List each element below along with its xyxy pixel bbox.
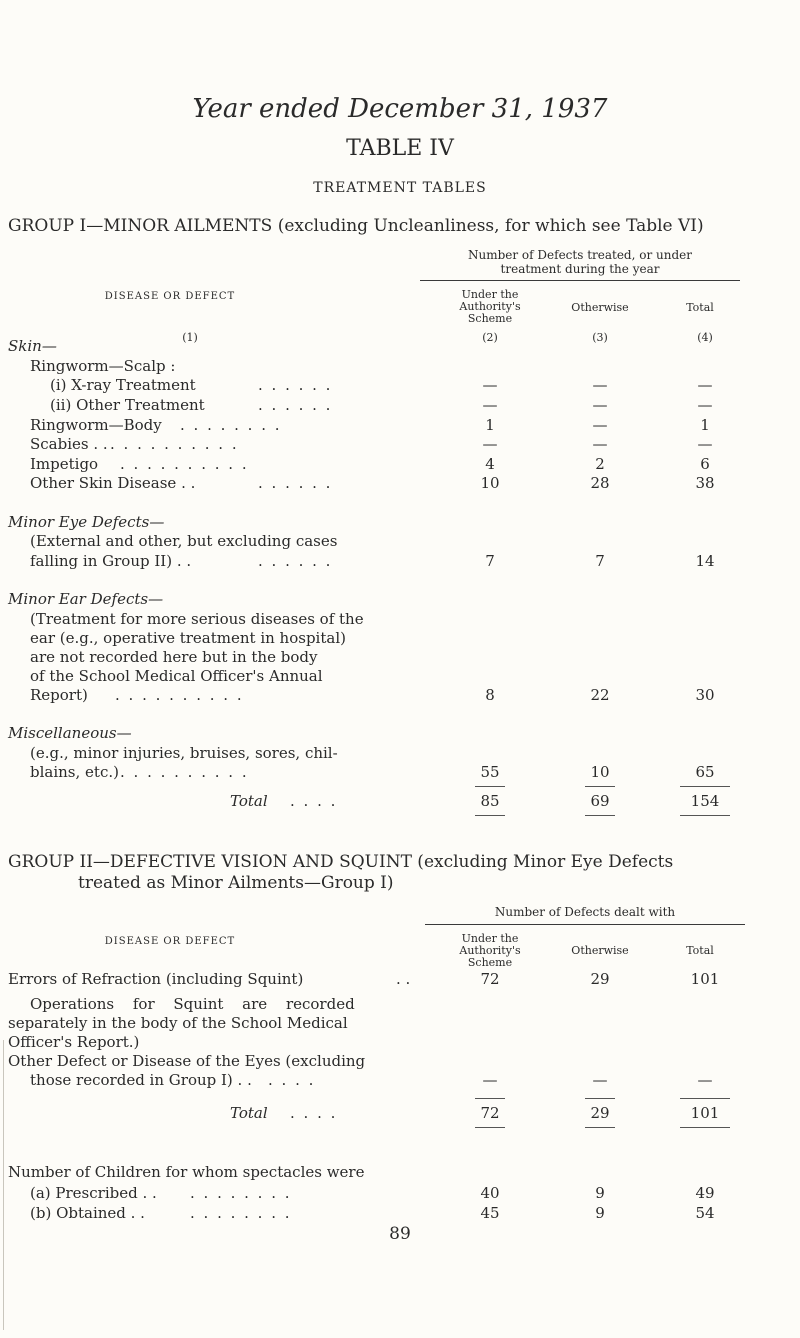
other-text-1: Other Defect or Disease of the Eyes (excluding [8, 1052, 366, 1070]
sum-rule [680, 786, 730, 787]
page-number: 89 [389, 1224, 411, 1244]
ear-authority: 8 [485, 686, 495, 704]
group2-total-label: Total [230, 1104, 268, 1122]
sum-rule [585, 1127, 615, 1128]
group2-heading-1: GROUP II—DEFECTIVE VISION AND SQUINT (excluding Minor Eye Defects [8, 852, 674, 872]
ear-otherwise: 22 [590, 686, 610, 704]
leader-dots: . . . . . . [258, 552, 333, 570]
table-cell: 4 [485, 455, 495, 473]
table-cell: — [592, 396, 608, 414]
table-cell: 40 [480, 1184, 500, 1202]
table-cell: 28 [590, 474, 610, 492]
eye-text-2: falling in Group II) . . [30, 552, 192, 570]
table-cell: — [482, 396, 498, 414]
group1-num1: (1) [182, 331, 198, 344]
table-cell: — [697, 435, 713, 453]
group2-total-otherwise: 29 [590, 1104, 610, 1122]
group1-col-otherwise: Otherwise [571, 301, 629, 314]
group2-col-label: DISEASE OR DEFECT [104, 936, 236, 947]
table-cell: — [592, 376, 608, 394]
ops-text-3: Officer's Report.) [8, 1033, 140, 1051]
leader-dots: . . . . . . . . . . [120, 455, 249, 473]
group1-header-rule [420, 280, 740, 281]
page-edge [3, 1040, 4, 1330]
table-title: TABLE IV [346, 136, 454, 161]
leader-dots: . . . . [268, 1071, 316, 1089]
refraction-total: 101 [690, 970, 720, 988]
refraction-label: Errors of Refraction (including Squint) [8, 970, 304, 988]
leader-dots: . . . . . . [258, 376, 333, 394]
refraction-authority: 72 [480, 970, 500, 988]
table-cell: 9 [595, 1184, 605, 1202]
ear-text-1: (Treatment for more serious diseases of the [30, 610, 364, 628]
group1-num2: (2) [482, 331, 498, 344]
sum-rule [475, 786, 505, 787]
table-cell: 10 [480, 474, 500, 492]
leader-dots: . . . . [290, 1104, 338, 1122]
leader-dots: . . . . . . . . [190, 1184, 292, 1202]
misc-total: 65 [695, 763, 715, 781]
sum-rule [585, 1098, 615, 1099]
misc-authority: 55 [480, 763, 500, 781]
table-row-label: (i) X-ray Treatment [50, 376, 196, 394]
sum-rule [475, 815, 505, 816]
table-cell: 45 [480, 1204, 500, 1222]
table-row-label: Scabies . . [30, 435, 108, 453]
table-cell: 38 [695, 474, 715, 492]
other-authority: — [482, 1071, 498, 1089]
table-cell: — [482, 435, 498, 453]
misc-section: Miscellaneous— [8, 724, 132, 742]
misc-otherwise: 10 [590, 763, 610, 781]
leader-dots: . . [396, 970, 411, 988]
group1-total-authority: 85 [480, 792, 500, 810]
group2-span-header: Number of Defects dealt with [494, 905, 676, 919]
group1-total-otherwise: 69 [590, 792, 610, 810]
table-row-label: (a) Prescribed . . [30, 1184, 157, 1202]
spectacles-heading: Number of Children for whom spectacles were [8, 1163, 365, 1181]
eye-otherwise: 7 [595, 552, 605, 570]
sum-rule [475, 1127, 505, 1128]
group2-col-total: Total [686, 944, 714, 957]
ear-text-5: Report) [30, 686, 88, 704]
table-cell: 1 [485, 416, 495, 434]
table-row-label: Ringworm—Body [30, 416, 162, 434]
group1-num4: (4) [697, 331, 713, 344]
group1-col-authority: Under the Authority's Scheme [459, 288, 521, 325]
sum-rule [680, 1127, 730, 1128]
ear-text-4: of the School Medical Officer's Annual [30, 667, 323, 685]
group1-total-total: 154 [690, 792, 720, 810]
subtitle: TREATMENT TABLES [313, 180, 487, 196]
group2-header-rule [425, 924, 745, 925]
group1-span-header-1: Number of Defects treated, or under [467, 248, 692, 262]
table-cell: 6 [700, 455, 710, 473]
ear-text-2: ear (e.g., operative treatment in hospital) [30, 629, 346, 647]
eye-authority: 7 [485, 552, 495, 570]
other-text-2: those recorded in Group I) . . [30, 1071, 252, 1089]
table-cell: 2 [595, 455, 605, 473]
misc-text-1: (e.g., minor injuries, bruises, sores, chil- [30, 744, 338, 762]
table-cell: — [592, 416, 608, 434]
other-total: — [697, 1071, 713, 1089]
sum-rule [585, 786, 615, 787]
leader-dots: . . . . . . . . . . [120, 763, 249, 781]
table-row-label: (b) Obtained . . [30, 1204, 145, 1222]
group1-col-label: DISEASE OR DEFECT [104, 291, 236, 302]
ear-section: Minor Ear Defects— [8, 590, 164, 608]
group2-col-otherwise: Otherwise [571, 944, 629, 957]
leader-dots: . . . . . . . . . . [110, 435, 239, 453]
sum-rule [585, 815, 615, 816]
eye-total: 14 [695, 552, 715, 570]
leader-dots: . . . . . . . . [180, 416, 282, 434]
sum-rule [680, 1098, 730, 1099]
misc-text-2: blains, etc.) [30, 763, 119, 781]
table-cell: — [482, 376, 498, 394]
table-cell: 49 [695, 1184, 715, 1202]
leader-dots: . . . . . . . . . . [115, 686, 244, 704]
ops-text-1: Operations for Squint are recorded [30, 995, 355, 1013]
group1-total-label: Total [230, 792, 268, 810]
year-heading: Year ended December 31, 1937 [192, 94, 608, 124]
group1-num3: (3) [592, 331, 608, 344]
other-otherwise: — [592, 1071, 608, 1089]
group1-heading: GROUP I—MINOR AILMENTS (excluding Uncleanliness, for which see Table VI) [8, 216, 704, 236]
table-row-label: Impetigo [30, 455, 99, 473]
table-row-label: Other Skin Disease . . [30, 474, 196, 492]
leader-dots: . . . . . . . . [190, 1204, 292, 1222]
group1-col-total: Total [686, 301, 714, 314]
sum-rule [680, 815, 730, 816]
ops-text-2: separately in the body of the School Medical [8, 1014, 348, 1032]
eye-section: Minor Eye Defects— [8, 513, 165, 531]
leader-dots: . . . . . . [258, 474, 333, 492]
group2-total-total: 101 [690, 1104, 720, 1122]
table-cell: — [697, 376, 713, 394]
group2-total-authority: 72 [480, 1104, 500, 1122]
eye-text-1: (External and other, but excluding cases [30, 532, 338, 550]
skin-section: Skin— [8, 337, 57, 355]
table-cell: 9 [595, 1204, 605, 1222]
sum-rule [475, 1098, 505, 1099]
table-cell: — [697, 396, 713, 414]
group2-heading-2: treated as Minor Ailments—Group I) [78, 873, 394, 893]
ear-text-3: are not recorded here but in the body [30, 648, 318, 666]
leader-dots: . . . . [290, 792, 338, 810]
ear-total: 30 [695, 686, 715, 704]
table-cell: 1 [700, 416, 710, 434]
refraction-otherwise: 29 [590, 970, 610, 988]
table-cell: 54 [695, 1204, 715, 1222]
leader-dots: . . . . . . [258, 396, 333, 414]
group2-col-authority: Under the Authority's Scheme [459, 932, 521, 969]
table-cell: — [592, 435, 608, 453]
ringworm-scalp-label: Ringworm—Scalp : [30, 357, 176, 375]
group1-span-header-2: treatment during the year [500, 262, 660, 276]
table-row-label: (ii) Other Treatment [50, 396, 205, 414]
